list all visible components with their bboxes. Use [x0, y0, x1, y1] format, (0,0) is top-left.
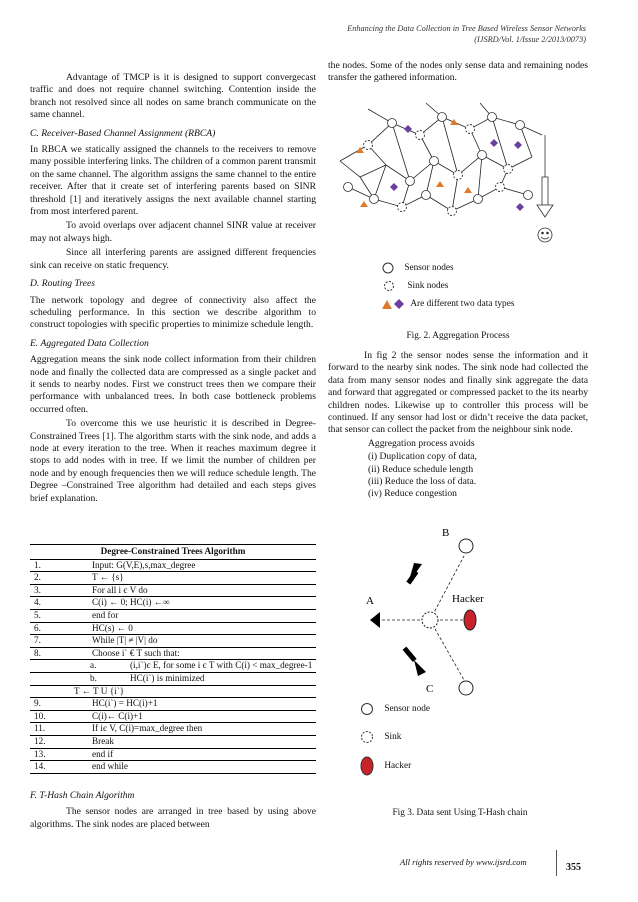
algorithm-step-row — [30, 736, 316, 749]
avoids-list — [328, 451, 588, 501]
algorithm-rows — [30, 560, 316, 773]
thash-chain-diagram — [360, 520, 560, 700]
right-column-middle — [328, 350, 588, 501]
running-header-volume: (IJSRD/Vol. 1/Issue 2/2013/0073) — [474, 35, 586, 44]
right-column-top — [328, 60, 588, 91]
legend-data-types: Are different two data types — [380, 298, 514, 310]
section-heading-thash: F. T-Hash Chain Algorithm — [30, 790, 135, 801]
hacker-icon — [360, 756, 374, 776]
algorithm-step-row — [30, 749, 316, 762]
hacker-node — [464, 610, 476, 630]
footer-rights: All rights reserved by www.ijsrd.com — [400, 857, 527, 867]
sensor-nodes — [344, 113, 533, 204]
algorithm-step-row — [30, 660, 316, 673]
sink-icon — [360, 730, 374, 744]
label-a: A — [366, 595, 374, 607]
sensor-node-c — [459, 681, 473, 695]
algorithm-step-text: While |T| ≠ |V| do — [92, 635, 158, 646]
figure-2-caption: Fig. 2. Aggregation Process — [406, 331, 510, 341]
algorithm-step-number: 5. — [34, 609, 41, 620]
algorithm-step-number: 4. — [34, 597, 41, 608]
sensor-node-icon — [360, 702, 374, 716]
paragraph-tmcp: Advantage of TMCP is it is designed to support convergecast traffic and does not require channel switching. Contention inside the branch not resolved since all nodes on same branch communicate on the same channel. — [30, 72, 316, 121]
footer-divider — [556, 850, 557, 876]
label-b: B — [442, 527, 450, 539]
algorithm-step-row — [30, 635, 316, 648]
label-hacker: Hacker — [452, 593, 484, 605]
avoids-item: (iv) Reduce congestion — [368, 488, 457, 500]
avoids-item: (iii) Reduce the loss of data. — [368, 476, 477, 488]
algorithm-step-text: T ← {s} — [92, 572, 124, 583]
algorithm-step-text: end while — [92, 761, 128, 772]
algorithm-step-number: 14. — [34, 761, 46, 772]
algorithm-step-text: HC(i`) is minimized — [130, 672, 205, 683]
algorithm-step-number: b. — [90, 672, 97, 683]
algorithm-step-row — [30, 572, 316, 585]
left-column-bottom — [30, 790, 316, 837]
paragraph-aggregated-2: To overcome this we use heuristic it is described in Degree-Constrained Trees [1]. The algorithm starts with the sink node, and adds a node at every iteration to the tree. When it reaches maximum degree it stops to add nodes with in tree. If we limit the number of children per node and by enough frequencies then we will reduce schedule length. The Degree –Constrained Tree algorithm had detailed and each steps gives brief explanation. — [30, 418, 316, 504]
algorithm-step-number: 6. — [34, 622, 41, 633]
avoids-item: (ii) Reduce schedule length — [368, 463, 474, 475]
section-heading-aggregated: E. Aggregated Data Collection — [30, 337, 149, 349]
algorithm-step-number: 2. — [34, 572, 41, 583]
algorithm-step-number: 7. — [34, 635, 41, 646]
paragraph-nodes: the nodes. Some of the nodes only sense data and remaining nodes transfer the gathered information. — [328, 60, 588, 84]
algorithm-step-text: (i,i`)є E, for some i є T with C(i) < max_degree-1 — [130, 660, 313, 671]
algorithm-step-number: 8. — [34, 647, 41, 658]
algorithm-step-text: end for — [92, 609, 119, 620]
algorithm-step-number: 11. — [34, 723, 46, 734]
algorithm-step-number: 10. — [34, 710, 46, 721]
aggregation-network-diagram — [330, 95, 570, 255]
algorithm-step-text: end if — [92, 748, 114, 759]
algorithm-step-text: T ← T U {i`} — [74, 685, 125, 696]
algorithm-step-row — [30, 585, 316, 598]
algorithm-step-number: a. — [90, 660, 97, 671]
algorithm-step-row — [30, 761, 316, 773]
algorithm-title: Degree-Constrained Trees Algorithm — [30, 545, 316, 560]
sink-node-center — [422, 612, 438, 628]
paragraph-rbca-2: To avoid overlaps over adjacent channel SINR value at receiver may not always high. — [30, 220, 316, 244]
algorithm-step-text: If iє V, C(i)=max_degree then — [92, 723, 203, 734]
label-c: C — [426, 683, 434, 695]
running-header-title: Enhancing the Data Collection in Tree Based Wireless Sensor Networks — [347, 24, 586, 33]
algorithm-step-row — [30, 560, 316, 573]
algorithm-step-number: 3. — [34, 584, 41, 595]
page-number: 355 — [566, 862, 581, 873]
section-heading-rbca: C. Receiver-Based Channel Assignment (RBCA) — [30, 127, 216, 139]
algorithm-step-row — [30, 648, 316, 661]
algorithm-table — [30, 544, 316, 774]
legend-sink-nodes: Sink nodes — [383, 280, 448, 292]
legend-sensor-node: Sensor node — [360, 702, 430, 716]
direction-arrows — [370, 563, 426, 676]
algorithm-step-text: For all i є V do — [92, 584, 148, 595]
algorithm-step-row — [30, 698, 316, 711]
algorithm-step-row — [30, 610, 316, 623]
paragraph-aggregated-1: Aggregation means the sink node collect information from their children node and finally the collected data are compressed as a single packet and it sends to nearby nodes. First we construct trees then we compare their performance with unbalanced trees. In both case bottleneck problems occurred often. — [30, 354, 316, 415]
algorithm-step-row — [30, 673, 316, 686]
data-packet-icons — [380, 298, 406, 310]
algorithm-step-number — [30, 686, 74, 698]
legend-sink: Sink — [360, 730, 401, 744]
algorithm-step-row — [30, 686, 316, 699]
algorithm-step-row — [30, 623, 316, 636]
sink-node-icon — [383, 280, 395, 292]
algorithm-step-text: C(i) ← 0; HC(i) ←∞ — [92, 597, 170, 608]
figure-3-caption: Fig 3. Data sent Using T-Hash chain — [392, 808, 528, 818]
algorithm-step-row — [30, 597, 316, 610]
algorithm-step-text: C(i)← C(i)+1 — [92, 710, 143, 721]
chain-links — [372, 556, 464, 680]
algorithm-step-number: 12. — [34, 735, 46, 746]
algorithm-step-number: 13. — [34, 748, 46, 759]
algorithm-step-row — [30, 711, 316, 724]
paragraph-rbca-1: In RBCA we statically assigned the channels to the receivers to remove many possible interfering links. The children of a common parent transmit on the same channel. The algorithm assigns the same channel to the entire receiver. After that it create set of interfering parents based on SINR threshold [1] and iteratively assigns the next available channel starting from most interfered parent. — [30, 144, 316, 218]
controller-arrow-icon — [537, 135, 553, 217]
legend-sensor-nodes: Sensor nodes — [382, 262, 454, 274]
avoids-intro: Aggregation process avoids — [368, 437, 475, 449]
sensor-node-b — [459, 539, 473, 553]
algorithm-step-text: Choose i` € T such that: — [92, 647, 180, 658]
sink-nodes — [364, 125, 513, 216]
avoids-item: (i) Duplication copy of data, — [368, 451, 477, 463]
algorithm-step-text: Input: G(V,E),s,max_degree — [92, 559, 196, 570]
algorithm-step-row — [30, 723, 316, 736]
algorithm-step-number: 1. — [34, 559, 41, 570]
paragraph-routing: The network topology and degree of connectivity also affect the scheduling performance. In this section we describe algorithm to construct topologies with specific properties to minimize schedule length. — [30, 294, 316, 331]
legend-hacker: Hacker — [360, 756, 411, 776]
algorithm-step-number: 9. — [34, 698, 41, 709]
paragraph-fig2-explanation: In fig 2 the sensor nodes sense the information and it forward to the nearby sink nodes. The sink node had collected the data from many sensor nodes and finally sink aggregate the data and forward that aggregated or compressed packet to the its nearby children nodes. Likewise up to controller this process will be continued. If any sensor had lost or didn’t receive the data packet, that sensor can collect the packet from the neighbour sink node. — [328, 350, 588, 436]
algorithm-step-text: HC(i`) = HC(i)+1 — [92, 698, 158, 709]
section-heading-routing: D. Routing Trees — [30, 278, 95, 290]
smiley-controller-icon — [538, 228, 552, 242]
algorithm-step-text: Break — [92, 735, 114, 746]
algorithm-step-text: HC(s) ← 0 — [92, 622, 133, 633]
left-column — [30, 72, 316, 511]
sensor-node-icon — [382, 262, 394, 274]
paragraph-thash: The sensor nodes are arranged in tree based by using above algorithms. The sink nodes are placed between — [30, 806, 316, 830]
paragraph-rbca-3: Since all interfering parents are assigned different frequencies sink can receive on static frequency. — [30, 247, 316, 271]
